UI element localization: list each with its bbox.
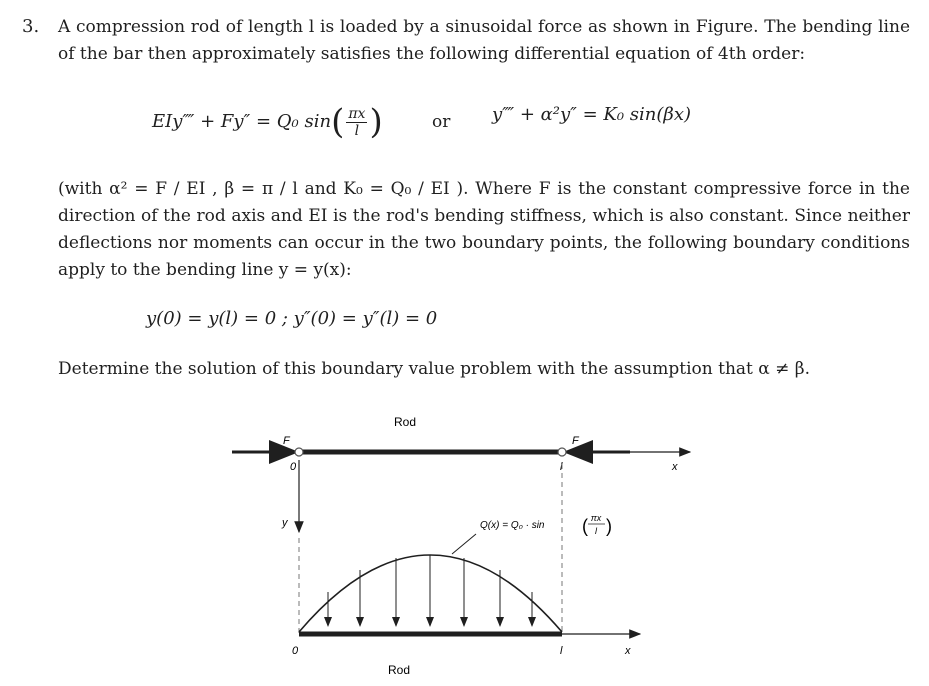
or-label: or [432, 112, 451, 132]
bottom-rod-label: Rod [388, 663, 411, 677]
problem-number: 3. [22, 16, 40, 37]
equation-1-fraction [346, 106, 367, 139]
load-fraction-denominator: l [595, 526, 597, 536]
right-pin-joint [558, 448, 566, 456]
bottom-x-label: x [625, 645, 631, 657]
load-formula: Q(x) = Q₀ · sin [480, 520, 545, 531]
load-fraction-numerator: πx [590, 513, 602, 523]
force-right-label: F [572, 435, 579, 447]
top-rod-label: Rod [394, 415, 417, 429]
load-arrows [328, 555, 532, 626]
load-formula-leader [452, 534, 476, 554]
equation-1-denominator: l [354, 122, 360, 139]
y-axis-label: y [282, 517, 288, 529]
boundary-conditions: y(0) = y(l) = 0 ; y″(0) = y″(l) = 0 [146, 308, 438, 329]
load-paren-open: ( [582, 516, 588, 536]
top-x-label: x [672, 461, 678, 473]
equation-1-numerator: πx [348, 105, 366, 122]
equation-1-lhs: EIy⁗ + Fy″ = Q₀ sin [152, 111, 332, 132]
left-pin-joint [295, 448, 303, 456]
differential-equation-1: EIy⁗ + Fy″ = Q₀ sin( $\frac{\pi x}{l}$ ) [152, 102, 383, 142]
bottom-origin-label: 0 [292, 645, 299, 657]
differential-equation-2: y⁗ + α²y″ = K₀ sin(βx) [492, 104, 691, 125]
origin-label: 0 [290, 461, 297, 473]
task-statement: Determine the solution of this boundary value problem with the assumption that α ≠ β. [58, 359, 811, 379]
bottom-length-label: l [560, 645, 563, 657]
length-label: l [560, 461, 563, 473]
force-left-label: F [283, 435, 290, 447]
definitions-paragraph: (with α² = F / EI , β = π / l and K₀ = Q₀ / EI ). Where F is the constant compressive force in the direction of the rod axis and EI is the rod's bending stiffness, which is also constant. Since neither deflections nor moments can occur in the two boundary points, the following boundary conditions apply to the bending line y = y(x): [58, 179, 910, 280]
load-paren-close: ) [606, 516, 612, 536]
rod-diagram [220, 408, 700, 680]
problem-intro: A compression rod of length l is loaded by a sinusoidal force as shown in Figure. The bending line of the bar then approximately satisfies the following differential equation of 4th order: [58, 17, 910, 64]
rod-figure [220, 408, 700, 684]
